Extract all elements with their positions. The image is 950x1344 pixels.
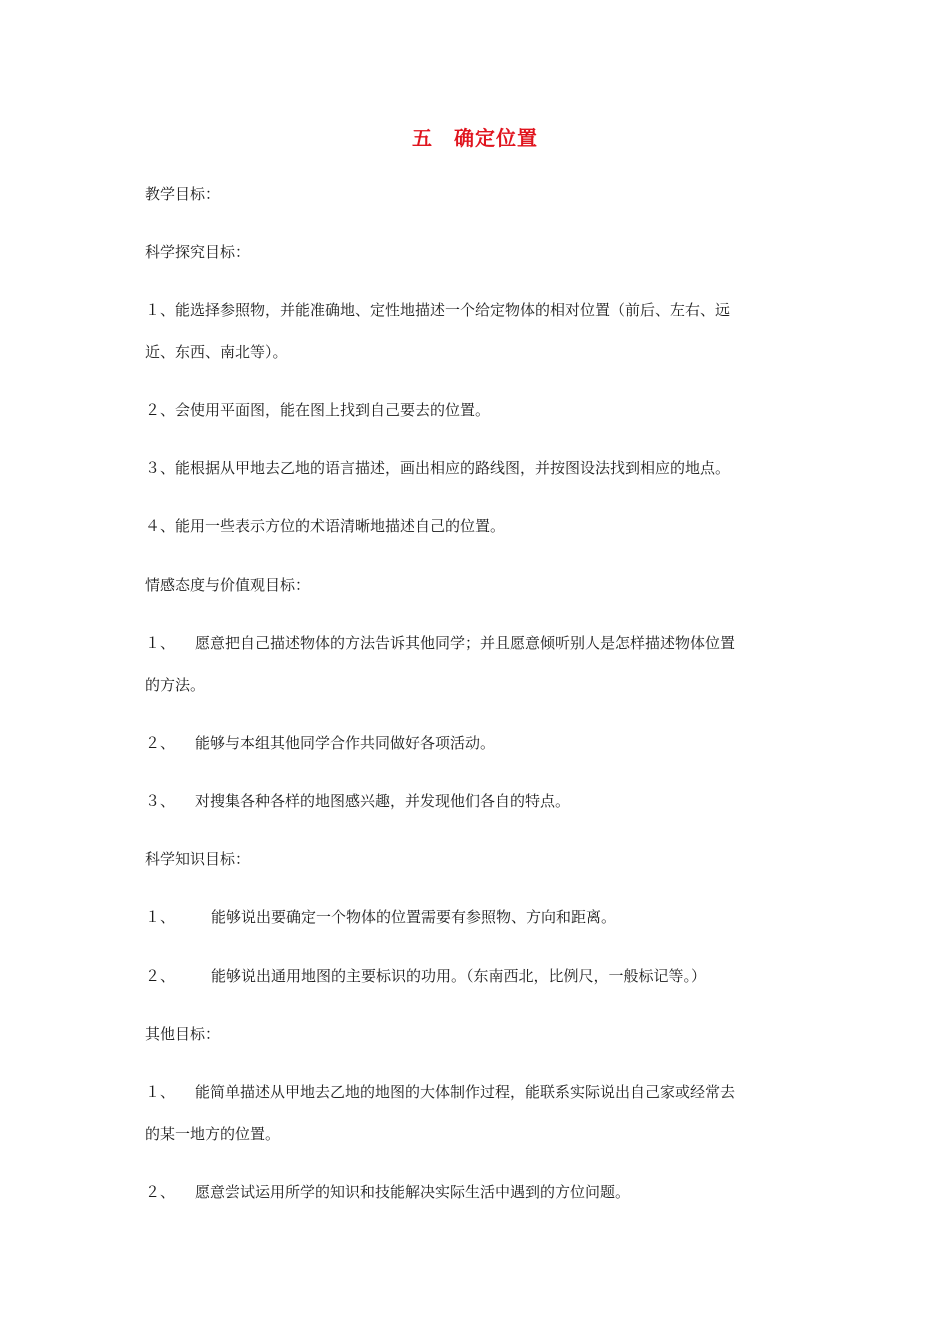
item-number: ３、 [145, 792, 176, 810]
item-number: １、 [145, 634, 176, 652]
item-text: 愿意把自己描述物体的方法告诉其他同学；并且愿意倾听别人是怎样描述物体位置 [195, 634, 736, 652]
item-number: １、 [145, 908, 176, 926]
item-text: 愿意尝试运用所学的知识和技能解决实际生活中遇到的方位问题。 [195, 1183, 631, 1201]
emotion-item-1-continued: 的方法。 [145, 676, 206, 694]
heading-knowledge: 科学知识目标： [145, 850, 251, 868]
item-text: 能够说出通用地图的主要标识的功用。（东南西北，比例尺，一般标记等。） [211, 967, 707, 985]
item-number: ２、 [145, 734, 176, 752]
item-number: １、 [145, 301, 176, 319]
item-text: 能够说出要确定一个物体的位置需要有参照物、方向和距离。 [211, 908, 617, 926]
item-number: ４、 [145, 517, 176, 535]
knowledge-item-2 [145, 967, 706, 985]
item-text: 能用一些表示方位的术语清晰地描述自己的位置。 [175, 517, 506, 535]
other-item-1-continued: 的某一地方的位置。 [145, 1125, 281, 1143]
knowledge-item-1 [145, 908, 616, 926]
item-text: 能够与本组其他同学合作共同做好各项活动。 [195, 734, 496, 752]
item-number: ２、 [145, 1183, 176, 1201]
item-number: ３、 [145, 459, 176, 477]
page-title: 五 确定位置 [412, 126, 538, 150]
inquiry-item-1 [145, 301, 730, 319]
item-number: ２、 [145, 967, 176, 985]
item-text: 对搜集各种各样的地图感兴趣，并发现他们各自的特点。 [195, 792, 571, 810]
heading-teaching-goals: 教学目标： [145, 185, 221, 203]
item-text: 能根据从甲地去乙地的语言描述，画出相应的路线图，并按图设法找到相应的地点。 [175, 459, 731, 477]
heading-emotion: 情感态度与价值观目标： [145, 576, 311, 594]
inquiry-item-3 [145, 459, 730, 477]
item-number: １、 [145, 1083, 176, 1101]
item-number: ２、 [145, 401, 176, 419]
inquiry-item-2 [145, 401, 490, 419]
heading-other: 其他目标： [145, 1025, 221, 1043]
inquiry-item-1-continued: 近、东西、南北等）。 [145, 343, 288, 361]
other-item-1 [145, 1083, 735, 1101]
inquiry-item-4 [145, 517, 505, 535]
heading-science-inquiry: 科学探究目标： [145, 243, 251, 261]
emotion-item-1 [145, 634, 735, 652]
item-text: 能简单描述从甲地去乙地的地图的大体制作过程，能联系实际说出自己家或经常去 [195, 1083, 736, 1101]
emotion-item-2 [145, 734, 495, 752]
other-item-2 [145, 1183, 630, 1201]
emotion-item-3 [145, 792, 570, 810]
item-text: 能选择参照物，并能准确地、定性地描述一个给定物体的相对位置（前后、左右、远 [175, 301, 731, 319]
item-text: 会使用平面图，能在图上找到自己要去的位置。 [175, 401, 491, 419]
